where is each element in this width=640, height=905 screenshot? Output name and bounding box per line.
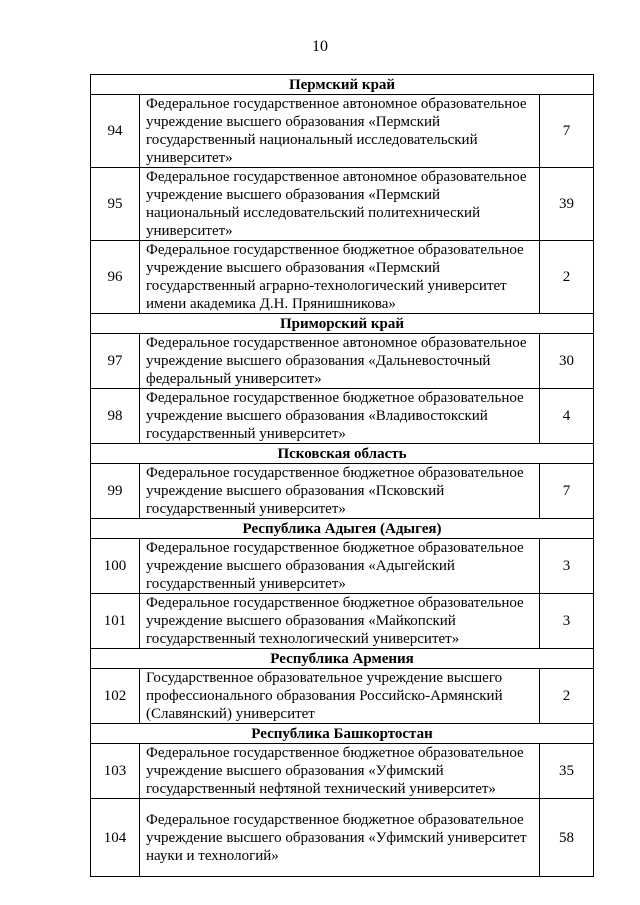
row-number: 101 (91, 594, 140, 649)
row-number: 95 (91, 168, 140, 241)
table-body (91, 75, 594, 877)
table-row (91, 334, 594, 389)
places-count: 39 (540, 168, 594, 241)
places-count: 2 (540, 241, 594, 314)
row-number: 102 (91, 669, 140, 724)
row-number: 98 (91, 389, 140, 444)
page-number: 10 (312, 38, 328, 55)
institution-name: Федеральное государственное бюджетное образовательное учреждение высшего образования «Владивостокский государственный университет» (140, 389, 540, 444)
table-row (91, 464, 594, 519)
row-number: 100 (91, 539, 140, 594)
institution-name: Федеральное государственное бюджетное образовательное учреждение высшего образования «Адыгейский государственный университет» (140, 539, 540, 594)
table-row (91, 594, 594, 649)
institution-name: Государственное образовательное учреждение высшего профессионального образования Российско-Армянский (Славянский) университет (140, 669, 540, 724)
region-header-row (91, 519, 594, 539)
row-number: 96 (91, 241, 140, 314)
places-count: 2 (540, 669, 594, 724)
institution-name: Федеральное государственное бюджетное образовательное учреждение высшего образования «Уфимский университет науки и технологий» (140, 799, 540, 877)
places-count: 3 (540, 594, 594, 649)
institution-name: Федеральное государственное бюджетное образовательное учреждение высшего образования «Майкопский государственный технологический университет» (140, 594, 540, 649)
row-number: 104 (91, 799, 140, 877)
places-count: 30 (540, 334, 594, 389)
table-row (91, 539, 594, 594)
row-number: 103 (91, 744, 140, 799)
table-row (91, 95, 594, 168)
region-heading: Приморский край (91, 314, 594, 334)
places-count: 58 (540, 799, 594, 877)
region-header-row (91, 75, 594, 95)
region-header-row (91, 649, 594, 669)
places-count: 7 (540, 95, 594, 168)
row-number: 97 (91, 334, 140, 389)
table-row (91, 168, 594, 241)
table-row (91, 241, 594, 314)
region-heading: Псковская область (91, 444, 594, 464)
universities-table (90, 74, 594, 877)
table-row (91, 744, 594, 799)
row-number: 99 (91, 464, 140, 519)
region-header-row (91, 444, 594, 464)
region-header-row (91, 724, 594, 744)
places-count: 35 (540, 744, 594, 799)
row-number: 94 (91, 95, 140, 168)
institution-name: Федеральное государственное бюджетное образовательное учреждение высшего образования «Пермский государственный аграрно-технологический университет имени академика Д.Н. Прянишникова» (140, 241, 540, 314)
institution-name: Федеральное государственное автономное образовательное учреждение высшего образования «Пермский государственный национальный исследовательский университет» (140, 95, 540, 168)
region-heading: Республика Армения (91, 649, 594, 669)
region-header-row (91, 314, 594, 334)
table-row (91, 799, 594, 877)
places-count: 4 (540, 389, 594, 444)
places-count: 3 (540, 539, 594, 594)
places-count: 7 (540, 464, 594, 519)
institution-name: Федеральное государственное автономное образовательное учреждение высшего образования «Дальневосточный федеральный университет» (140, 334, 540, 389)
institution-name: Федеральное государственное автономное образовательное учреждение высшего образования «Пермский национальный исследовательский политехнический университет» (140, 168, 540, 241)
region-heading: Пермский край (91, 75, 594, 95)
region-heading: Республика Адыгея (Адыгея) (91, 519, 594, 539)
table-row (91, 389, 594, 444)
region-heading: Республика Башкортостан (91, 724, 594, 744)
institution-name: Федеральное государственное бюджетное образовательное учреждение высшего образования «Уфимский государственный нефтяной технический университет» (140, 744, 540, 799)
institution-name: Федеральное государственное бюджетное образовательное учреждение высшего образования «Псковский государственный университет» (140, 464, 540, 519)
table-row (91, 669, 594, 724)
